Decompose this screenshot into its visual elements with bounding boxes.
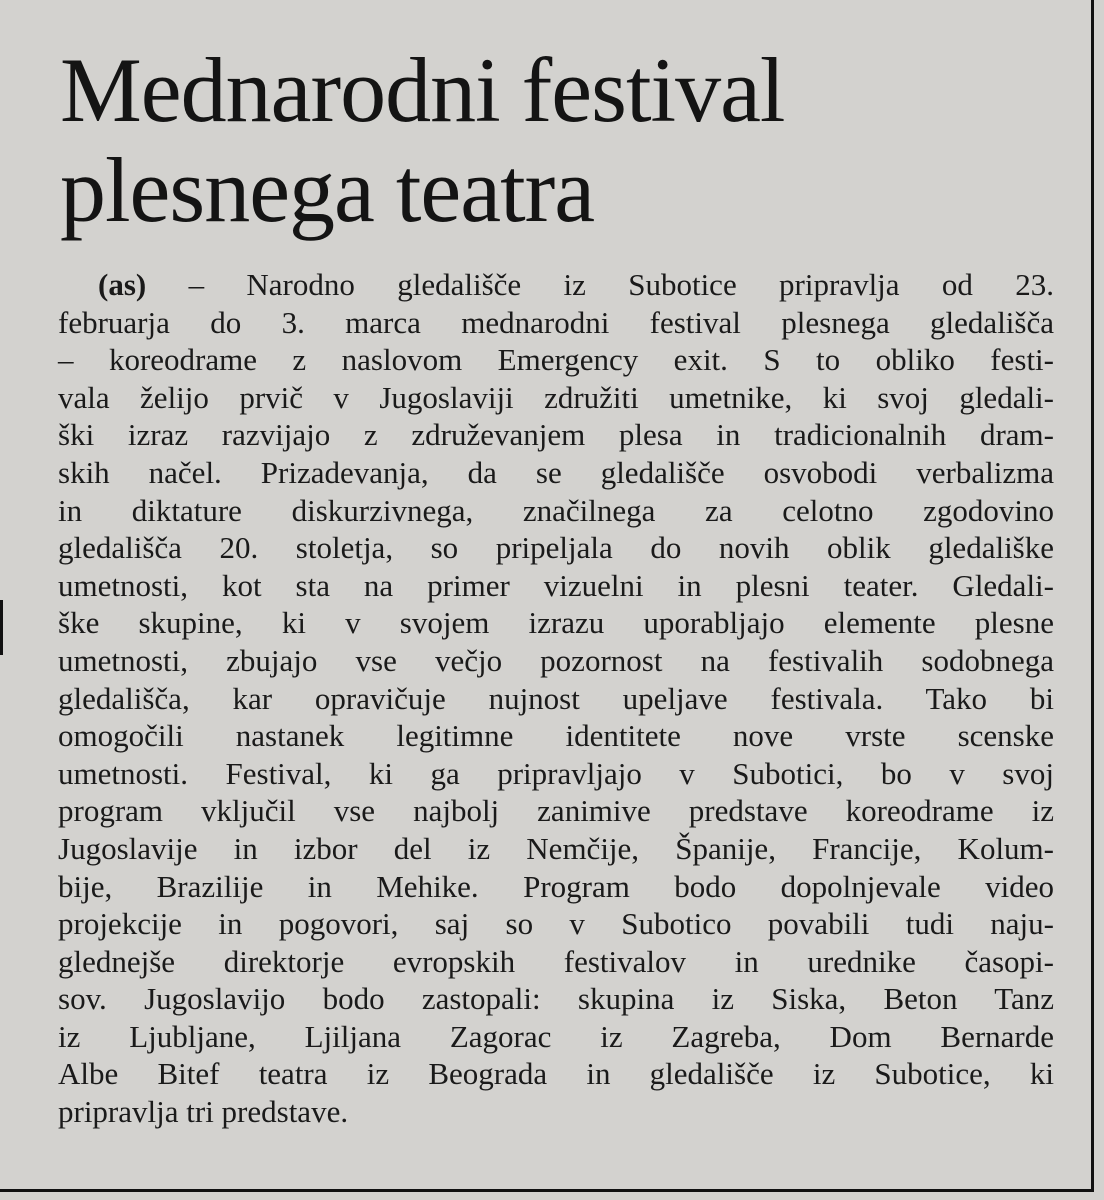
article-body: [58, 266, 1054, 1131]
body-line: vala želijo prvič v Jugoslaviji združiti umetnike, ki svoj gledali-: [58, 379, 1054, 415]
body-line: – koreodrame z naslovom Emergency exit. S to obliko festi-: [58, 342, 1054, 378]
body-line: gledališča 20. stoletja, so pripeljala do novih oblik gledališke: [58, 530, 1054, 566]
body-line: program vključil vse najbolj zanimive predstave koreodrame iz: [58, 793, 1054, 829]
body-line: gledališča, kar opravičuje nujnost upeljave festivala. Tako bi: [58, 680, 1054, 716]
body-line: sov. Jugoslavijo bodo zastopali: skupina iz Siska, Beton Tanz: [58, 981, 1054, 1017]
body-line: [58, 266, 1054, 304]
body-line-text: – Narodno gledališče iz Subotice pripravlja od 23.: [188, 267, 1054, 302]
column-rule: [0, 600, 3, 655]
body-line: omogočili nastanek legitimne identitete nove vrste scenske: [58, 718, 1054, 754]
body-line: Jugoslavije in izbor del iz Nemčije, Španije, Francije, Kolum-: [58, 830, 1054, 866]
body-line: ški izraz razvijajo z združevanjem plesa in tradicionalnih dram-: [58, 417, 1054, 453]
body-line-last: pripravlja tri predstave.: [58, 1094, 349, 1130]
body-line: Albe Bitef teatra iz Beograda in gledališče iz Subotice, ki: [58, 1056, 1054, 1092]
body-line: in diktature diskurzivnega, značilnega za celotno zgodovino: [58, 492, 1054, 528]
body-line: iz Ljubljane, Ljiljana Zagorac iz Zagreba, Dom Bernarde: [58, 1018, 1054, 1054]
body-line: projekcije in pogovori, saj so v Subotico povabili tudi naju-: [58, 906, 1054, 942]
body-line: glednejše direktorje evropskih festivalov in urednike časopi-: [58, 943, 1054, 979]
headline-line-1: Mednarodni festival: [60, 39, 785, 141]
article-headline: [60, 40, 1060, 240]
body-line: umetnosti, kot sta na primer vizuelni in plesni teater. Gledali-: [58, 567, 1054, 603]
body-line: bije, Brazilije in Mehike. Program bodo dopolnjevale video: [58, 868, 1054, 904]
body-line: ške skupine, ki v svojem izrazu uporabljajo elemente plesne: [58, 605, 1054, 641]
body-line: umetnosti. Festival, ki ga pripravljajo v Subotici, bo v svoj: [58, 755, 1054, 791]
headline-line-2: plesnega teatra: [60, 139, 595, 241]
byline: (as): [98, 267, 147, 302]
body-line: februarja do 3. marca mednarodni festival plesnega gledališča: [58, 304, 1054, 340]
body-line: skih načel. Prizadevanja, da se gledališče osvobodi verbalizma: [58, 454, 1054, 490]
body-line: umetnosti, zbujajo vse večjo pozornost na festivalih sodobnega: [58, 642, 1054, 678]
